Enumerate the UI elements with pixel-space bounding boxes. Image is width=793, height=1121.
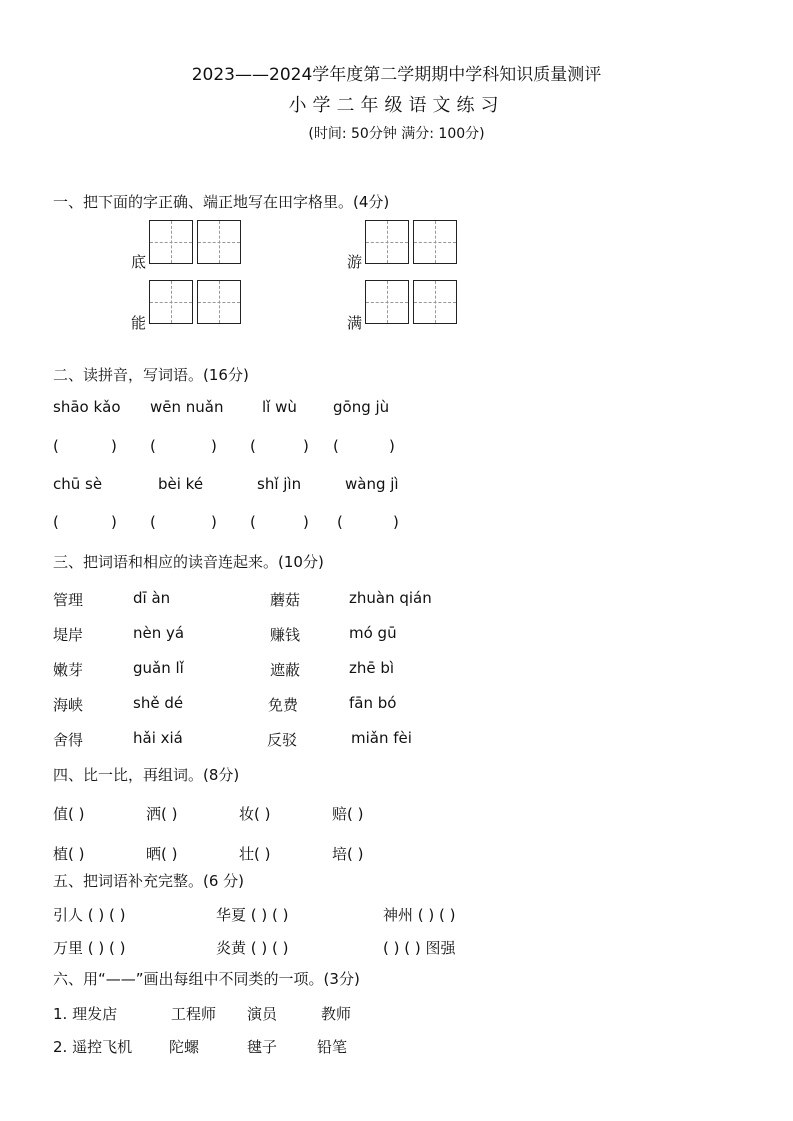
char-compare: 值( ): [53, 805, 85, 823]
option-item: 毽子: [247, 1038, 278, 1056]
section5-heading: 五、把词语补充完整。(6 分): [53, 872, 245, 890]
char-label: 满: [347, 314, 363, 332]
pinyin: guǎn lǐ: [133, 659, 184, 677]
char-compare: 植( ): [53, 845, 85, 863]
option-item: 1. 理发店: [53, 1005, 118, 1023]
idiom-blank: 华夏 ( ) ( ): [216, 906, 289, 924]
pinyin: mó gū: [349, 624, 397, 642]
option-item: 演员: [247, 1005, 278, 1023]
word: 蘑菇: [270, 591, 301, 609]
writing-grid[interactable]: [197, 280, 241, 324]
writing-grid[interactable]: [149, 280, 193, 324]
word: 嫩芽: [53, 661, 84, 679]
char-compare: 赔( ): [332, 805, 364, 823]
paren-close: ): [393, 513, 399, 531]
page-title: 2023——2024学年度第二学期期中学科知识质量测评: [191, 65, 602, 85]
option-item: 陀螺: [169, 1038, 200, 1056]
idiom-blank: 万里 ( ) ( ): [53, 939, 126, 957]
pinyin: chū sè: [53, 475, 103, 493]
word: 堤岸: [53, 626, 84, 644]
char-compare: 培( ): [332, 845, 364, 863]
word: 赚钱: [270, 626, 301, 644]
paren-close: ): [111, 437, 117, 455]
pinyin: dī àn: [133, 589, 171, 607]
pinyin: nèn yá: [133, 624, 185, 642]
idiom-blank: ( ) ( ) 图强: [383, 939, 456, 957]
pinyin: zhē bì: [349, 659, 395, 677]
section1-heading: 一、把下面的字正确、端正地写在田字格里。(4分): [53, 193, 390, 211]
idiom-blank: 神州 ( ) ( ): [383, 906, 456, 924]
pinyin: bèi ké: [158, 475, 204, 493]
idiom-blank: 炎黄 ( ) ( ): [216, 939, 289, 957]
paren-open: (: [337, 513, 343, 531]
paren-open: (: [53, 513, 59, 531]
char-compare: 晒( ): [146, 845, 178, 863]
section3-heading: 三、把词语和相应的读音连起来。(10分): [53, 553, 324, 571]
word: 遮蔽: [270, 661, 301, 679]
word: 舍得: [53, 731, 84, 749]
char-label: 能: [131, 314, 147, 332]
pinyin: zhuàn qián: [349, 589, 432, 607]
pinyin: gōng jù: [333, 398, 390, 416]
writing-grid[interactable]: [365, 220, 409, 264]
section2-heading: 二、读拼音，写词语。(16分): [53, 366, 249, 384]
pinyin: fān bó: [349, 694, 397, 712]
paren-close: ): [211, 437, 217, 455]
idiom-blank: 引人 ( ) ( ): [53, 906, 126, 924]
paren-open: (: [250, 437, 256, 455]
paren-close: ): [303, 513, 309, 531]
option-item: 2. 遥控飞机: [53, 1038, 133, 1056]
pinyin: shāo kǎo: [53, 398, 121, 416]
pinyin: miǎn fèi: [351, 729, 412, 747]
pinyin: wàng jì: [345, 475, 399, 493]
option-item: 铅笔: [317, 1038, 348, 1056]
page-subtitle: 小学二年级语文练习: [288, 95, 505, 116]
word: 管理: [53, 591, 84, 609]
word: 反驳: [267, 731, 298, 749]
paren-open: (: [150, 437, 156, 455]
char-label: 游: [347, 253, 363, 271]
writing-grid[interactable]: [413, 220, 457, 264]
char-compare: 洒( ): [146, 805, 178, 823]
paren-close: ): [303, 437, 309, 455]
pinyin: shě dé: [133, 694, 184, 712]
char-label: 底: [131, 253, 147, 271]
pinyin: hǎi xiá: [133, 729, 183, 747]
option-item: 教师: [321, 1005, 352, 1023]
writing-grid[interactable]: [365, 280, 409, 324]
section6-heading: 六、用“——”画出每组中不同类的一项。(3分): [53, 970, 360, 988]
paren-open: (: [250, 513, 256, 531]
writing-grid[interactable]: [413, 280, 457, 324]
pinyin: wēn nuǎn: [150, 398, 224, 416]
paren-open: (: [150, 513, 156, 531]
paren-open: (: [333, 437, 339, 455]
paren-close: ): [389, 437, 395, 455]
char-compare: 壮( ): [239, 845, 271, 863]
word: 免费: [268, 696, 299, 714]
pinyin: shǐ jìn: [257, 475, 302, 493]
option-item: 工程师: [171, 1005, 217, 1023]
paren-close: ): [111, 513, 117, 531]
paren-open: (: [53, 437, 59, 455]
pinyin: lǐ wù: [262, 398, 297, 416]
section4-heading: 四、比一比，再组词。(8分): [53, 766, 240, 784]
writing-grid[interactable]: [149, 220, 193, 264]
char-compare: 妆( ): [239, 805, 271, 823]
paren-close: ): [211, 513, 217, 531]
time-score-info: (时间: 50分钟 满分: 100分): [308, 126, 485, 142]
word: 海峡: [53, 696, 84, 714]
writing-grid[interactable]: [197, 220, 241, 264]
